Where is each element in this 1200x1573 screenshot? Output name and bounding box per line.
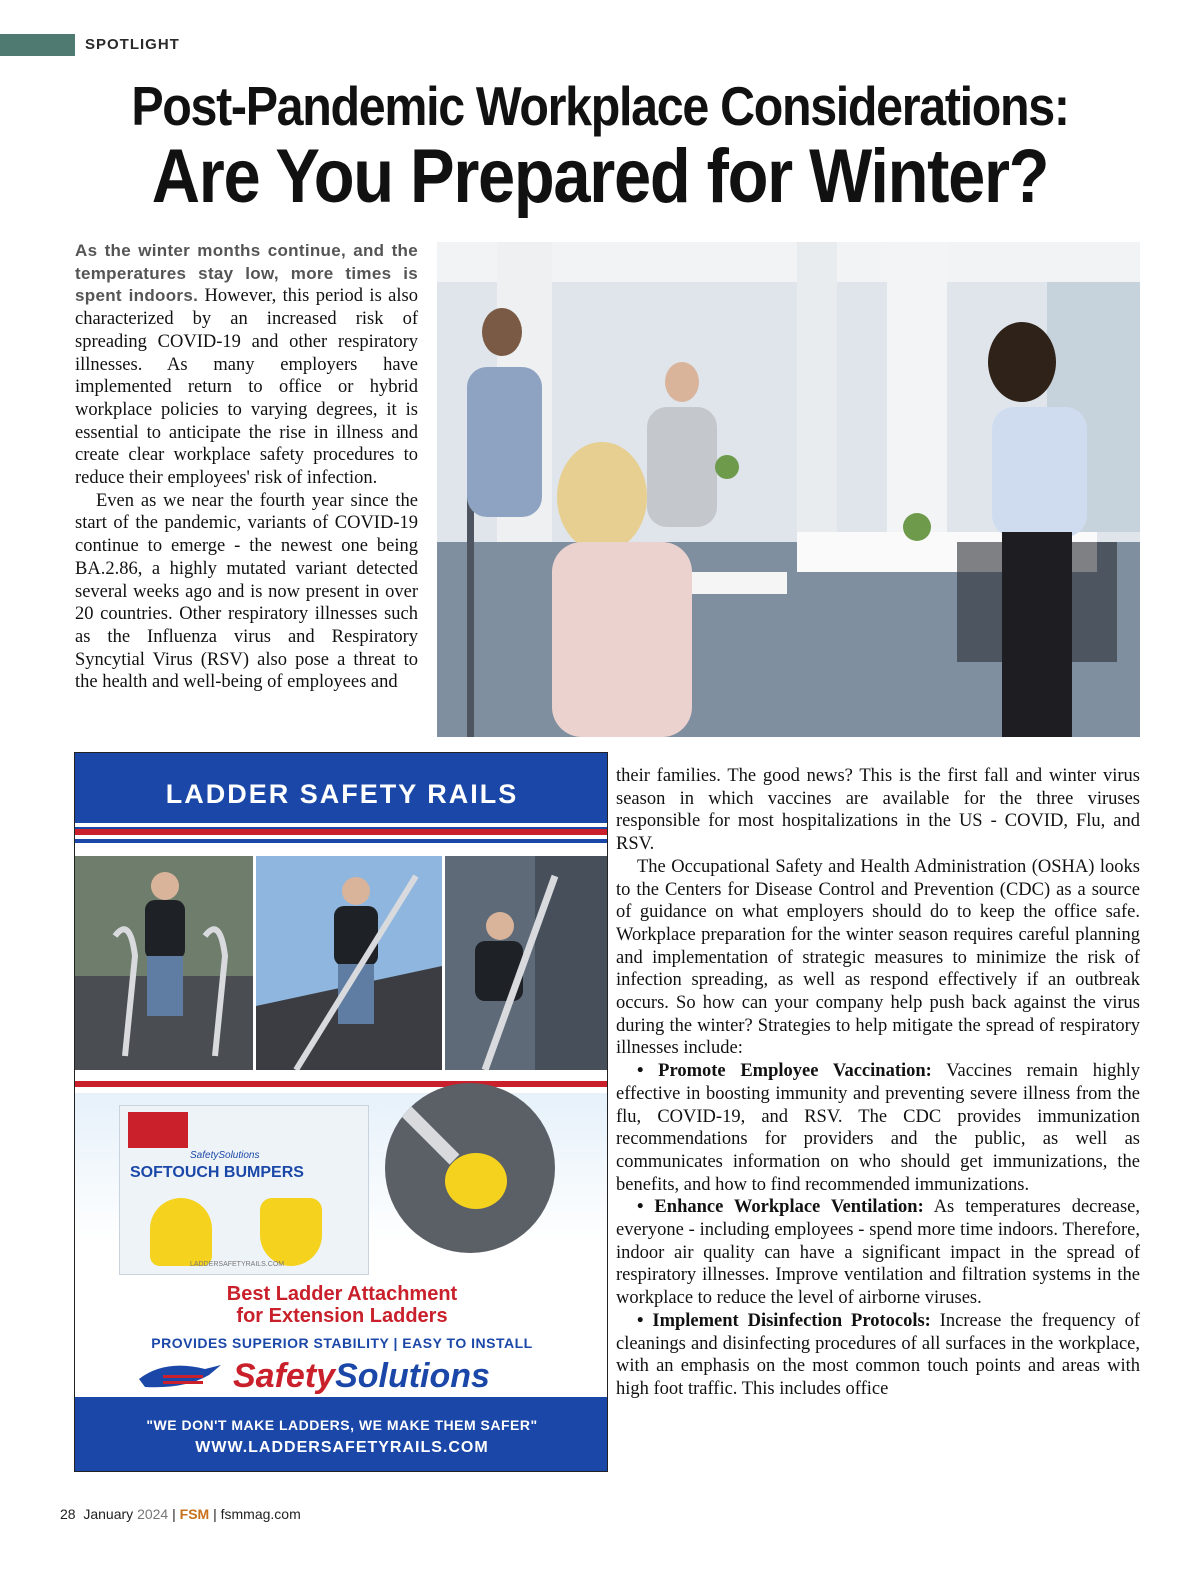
ladder-photo-illustration [256, 856, 442, 1070]
bumper-closeup-shape [445, 1153, 507, 1209]
ad-logo-part1: Safety [233, 1357, 336, 1395]
article-paragraph-2: Even as we near the fourth year since the start of the pandemic, variants of COVID-19 continue to emerge - the newest one being BA.2.86, a highly mutated variant detected several weeks ago and is now present in over 20 countries. Other respiratory illnesses such as the Influenza virus and Respiratory Syncytial Virus (RSV) also pose a threat to the health and well-being of employees and [75, 490, 418, 693]
office-photo [437, 242, 1140, 737]
ad-stripe [75, 823, 608, 827]
footer-separator: | [172, 1506, 176, 1522]
magazine-website[interactable]: fsmmag.com [220, 1506, 301, 1522]
article-paragraph-3: The Occupational Safety and Health Administration (OSHA) looks to the Centers for Disease Control and Prevention (CDC) as a source of guidance on what employers should do to keep the office safe. Workplace preparation for the winter season requires careful planning and implementation of strategic measures to minimize the risk of infection spreading, as well as respond effectively if an outbreak occurs. So how can your company help push back against the virus during the winter? Strategies to help mitigate the spread of respiratory illnesses include: [616, 856, 1140, 1059]
issue-month: January [83, 1506, 134, 1522]
product-package [119, 1105, 369, 1275]
bullet-body: Vaccines remain highly effective in boosting immunity and preventing severe illness from the flu, COVID-19, and RSV. The CDC provides immunization recommendations for providers and the public, as well as communicates information on who should get immunizations, the benefits, and how to find recommended immunizations. [616, 1061, 1140, 1195]
ad-photo-1 [75, 856, 253, 1070]
ladder-photo-illustration [75, 856, 253, 1070]
magazine-name: FSM [179, 1506, 210, 1522]
ad-logo-part2: Solutions [335, 1357, 490, 1395]
article-paragraph [75, 240, 418, 490]
ad-headline-2: for Extension Ladders [236, 1305, 448, 1327]
ad-photo-2 [256, 856, 442, 1070]
office-photo-illustration [437, 242, 1140, 737]
footer-separator: | [213, 1506, 217, 1522]
article-bullet [616, 1310, 1140, 1401]
ad-stripe [75, 835, 608, 839]
article-column-left [75, 240, 418, 694]
ad-stripe [75, 1087, 608, 1091]
article-bullet [616, 1196, 1140, 1310]
ad-url[interactable]: WWW.LADDERSAFETYRAILS.COM [195, 1439, 489, 1456]
bumper-shape [260, 1198, 322, 1266]
ad-title: LADDER SAFETY RAILS [165, 779, 519, 809]
bullet-body: As temperatures decrease, everyone - including employees - spend more time indoors. Therefore, indoor air quality can have a significant impact in the spread of respiratory illnesses. Improve ventilation and filtration systems in the workplace to reduce the level of airborne viruses. [616, 1197, 1140, 1309]
package-flag-badge [128, 1112, 188, 1148]
article-bullet [616, 1060, 1140, 1196]
bumper-closeup [385, 1083, 555, 1253]
ad-tagline: "WE DON'T MAKE LADDERS, WE MAKE THEM SAFER" [146, 1417, 538, 1433]
advertisement[interactable] [74, 752, 608, 1472]
article-p1-text: However, this period is also characterized by an increased risk of spreading COVID-19 and other respiratory illnesses. As many employers have implemented return to office or hybrid workplace policies to varying degrees, it is essential to anticipate the rise in illness and create clear workplace safety procedures to reduce their employees' risk of infection. [75, 286, 418, 489]
ad-features: PROVIDES SUPERIOR STABILITY | EASY TO INSTALL [151, 1335, 533, 1351]
page-number: 28 [60, 1506, 76, 1522]
article-lead: As the winter months continue, and the temperatures stay low, more times is spent indoors. [75, 241, 418, 306]
eagle-flag-logo-icon [135, 1359, 225, 1393]
package-url: LADDERSAFETYRAILS.COM [190, 1261, 285, 1268]
ad-logo [233, 1357, 490, 1396]
bullet-heading: • Promote Employee Vaccination: [637, 1061, 932, 1082]
ladder-photo-illustration [445, 856, 608, 1070]
bullet-heading: • Enhance Workplace Ventilation: [637, 1197, 924, 1218]
article-column-right [616, 765, 1140, 1401]
package-brand: SafetySolutions [190, 1150, 260, 1161]
page-footer [60, 1506, 301, 1522]
ad-stripe [75, 1075, 608, 1079]
section-color-bar [0, 34, 75, 56]
bumper-shape [150, 1198, 212, 1266]
package-product-name: SOFTOUCH BUMPERS [130, 1164, 304, 1181]
ad-headline-1: Best Ladder Attachment [226, 1283, 458, 1305]
ladder-rail [400, 1105, 459, 1164]
article-paragraph-2-continued: their families. The good news? This is the first fall and winter virus season in which vaccines are available for the three viruses responsible for most hospitalizations in the US - COVID, Flu, and RSV. [616, 766, 1140, 855]
headline-line-2: Are You Prepared for Winter? [151, 134, 1049, 219]
ad-photo-3 [445, 856, 608, 1070]
bullet-body: Increase the frequency of cleanings and disinfecting procedures of all surfaces in the workplace, with an emphasis on the most common touch points and areas with high foot traffic. This includes office [616, 1310, 1140, 1399]
section-label: SPOTLIGHT [85, 36, 180, 53]
issue-year: 2024 [137, 1506, 169, 1522]
headline-line-1: Post-Pandemic Workplace Considerations: [131, 75, 1069, 137]
bullet-heading: • Implement Disinfection Protocols: [637, 1310, 931, 1331]
ad-footer-band [75, 1397, 608, 1472]
